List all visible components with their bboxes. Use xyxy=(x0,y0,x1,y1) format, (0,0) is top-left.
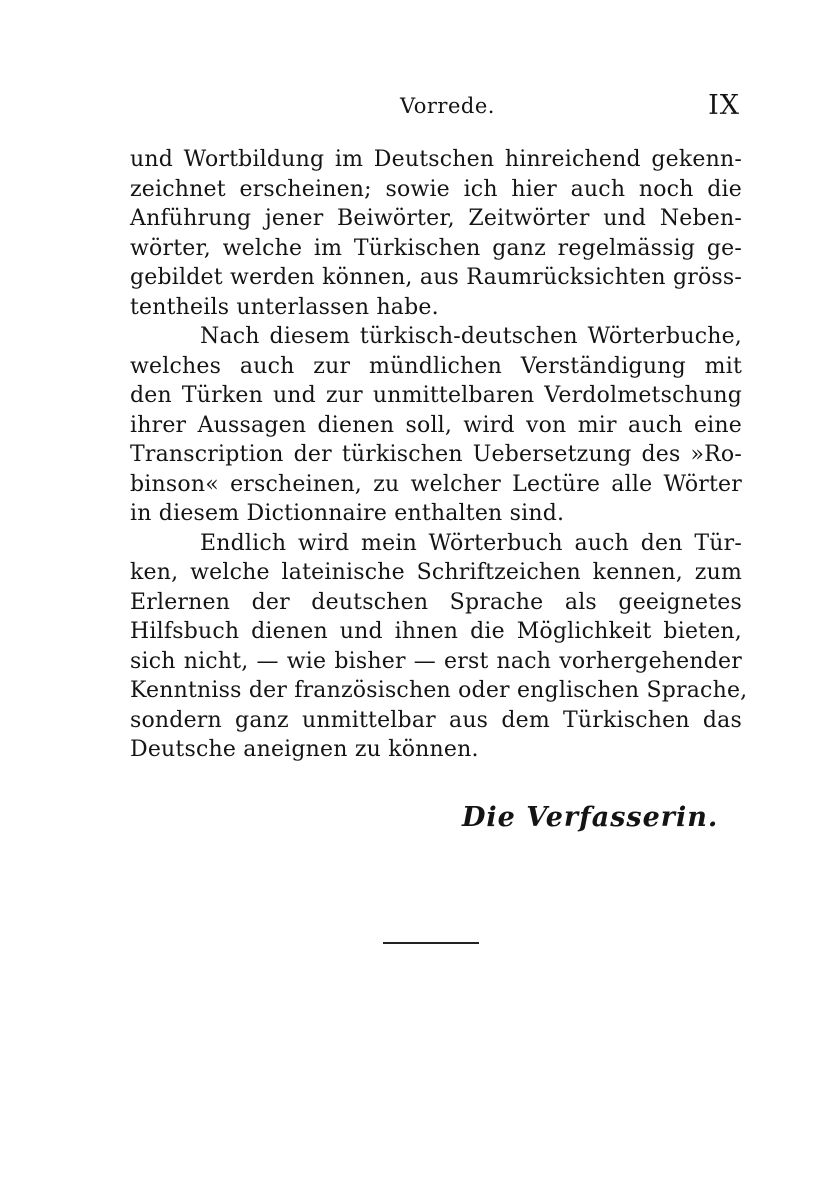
closing-rule xyxy=(383,942,479,944)
signature: Die Verfasserin. xyxy=(462,802,719,833)
text-line: in diesem Dictionnaire enthalten sind. xyxy=(130,501,565,526)
text-line: Erlernen der deutschen Sprache als geeignetes xyxy=(130,589,742,615)
text-line: Endlich wird mein Wörterbuch auch den Tür- xyxy=(200,530,742,556)
text-line: gebildet werden können, aus Raumrücksichten gröss- xyxy=(130,265,742,290)
text-line: wörter, welche im Türkischen ganz regelmässig ge- xyxy=(130,235,742,261)
text-line: welches auch zur mündlichen Verständigung mit xyxy=(130,353,742,379)
text-line: Deutsche aneignen zu können. xyxy=(130,737,479,762)
running-head: Vorrede. xyxy=(400,94,495,118)
text-line: Kenntniss der französischen oder englischen Sprache, xyxy=(130,678,748,703)
text-line: Anführung jener Beiwörter, Zeitwörter und Neben- xyxy=(130,206,742,231)
page-number: IX xyxy=(708,90,740,121)
text-line: sondern ganz unmittelbar aus dem Türkischen das xyxy=(130,707,742,733)
text-line: sich nicht, — wie bisher — erst nach vorhergehender xyxy=(130,648,742,674)
body-text xyxy=(130,145,748,765)
text-line: und Wortbildung im Deutschen hinreichend gekenn- xyxy=(130,147,742,172)
text-line: Transcription der türkischen Uebersetzung des »Ro- xyxy=(130,442,742,467)
text-line: Hilfsbuch dienen und ihnen die Möglichkeit bieten, xyxy=(130,619,742,644)
text-line: tentheils unterlassen habe. xyxy=(130,294,439,320)
text-line: den Türken und zur unmittelbaren Verdolmetschung xyxy=(130,383,742,408)
text-line: binson« erscheinen, zu welcher Lectüre alle Wörter xyxy=(130,471,742,497)
text-line: Nach diesem türkisch-deutschen Wörterbuche, xyxy=(200,324,742,349)
text-line: zeichnet erscheinen; sowie ich hier auch noch die xyxy=(130,176,742,202)
text-line: ihrer Aussagen dienen soll, wird von mir auch eine xyxy=(130,412,742,438)
text-line: ken, welche lateinische Schriftzeichen kennen, zum xyxy=(130,560,742,585)
page-header xyxy=(130,92,742,126)
